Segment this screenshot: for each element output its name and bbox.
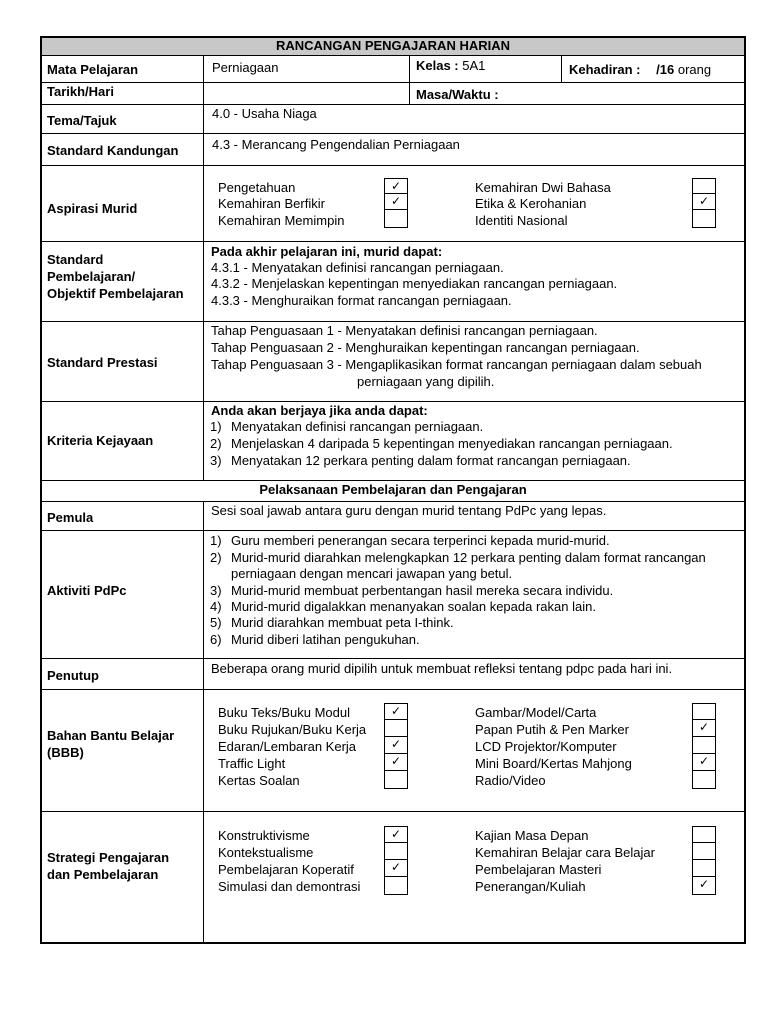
row-divider [40,811,746,812]
kelas-field [416,58,485,74]
column-divider [561,55,562,82]
strategi-label: Strategi Pengajaran [47,850,170,865]
aktiviti-item: Murid-murid membuat perbentangan hasil mereka secara individu. [231,583,614,598]
aspirasi-checkbox[interactable] [692,210,716,228]
strategi-item: Pembelajaran Masteri [475,862,602,877]
kriteria-item: Menjelaskan 4 daripada 5 kepentingan menyediakan rancangan perniagaan. [231,436,673,451]
bbb-checkbox[interactable]: ✓ [384,754,408,771]
row-divider [40,55,746,56]
kelas-label: Kelas : [416,58,459,73]
strategi-checkbox[interactable] [384,843,408,860]
tema-label: Tema/Tajuk [47,113,117,128]
kriteria-intro: Anda akan berjaya jika anda dapat: [211,403,428,418]
aspirasi-item: Kemahiran Dwi Bahasa [475,180,611,195]
aspirasi-item: Etika & Kerohanian [475,196,587,211]
standard-pembelajaran-label: Pembelajaran/ [47,269,136,284]
bbb-checkbox[interactable]: ✓ [692,754,716,771]
bbb-item: Mini Board/Kertas Mahjong [475,756,632,771]
row-divider [40,321,746,322]
prestasi-item: Tahap Penguasaan 3 - Mengaplikasikan format rancangan perniagaan dalam sebuah [211,357,702,372]
strategi-label: dan Pembelajaran [47,867,159,882]
bbb-item: Buku Teks/Buku Modul [218,705,350,720]
standard-pembelajaran-label: Objektif Pembelajaran [47,286,184,301]
aktiviti-number: 5) [210,615,222,630]
row-divider [40,104,746,105]
strategi-checkbox[interactable]: ✓ [692,877,716,895]
aktiviti-item: Murid diarahkan membuat peta I-think. [231,615,454,630]
aspirasi-label: Aspirasi Murid [47,201,138,216]
row-divider [40,501,746,502]
objektif-item: 4.3.3 - Menghuraikan format rancangan perniagaan. [211,293,512,308]
bbb-checkbox[interactable]: ✓ [384,737,408,754]
bbb-label: Bahan Bantu Belajar [47,728,175,743]
bbb-item: LCD Projektor/Komputer [475,739,617,754]
kehadiran-count: /16 [656,62,675,77]
column-divider [409,55,410,104]
masa-label: Masa/Waktu : [416,87,499,102]
kriteria-item: Menyatakan definisi rancangan perniagaan. [231,419,484,434]
kehadiran-label: Kehadiran : [569,62,641,77]
tema-value: 4.0 - Usaha Niaga [212,106,317,121]
kriteria-item: Menyatakan 12 perkara penting dalam format rancangan perniagaan. [231,453,631,468]
kehadiran-field [569,62,711,78]
prestasi-item: Tahap Penguasaan 1 - Menyatakan definisi rancangan perniagaan. [211,323,598,338]
bbb-item: Papan Putih & Pen Marker [475,722,629,737]
aspirasi-checkbox[interactable]: ✓ [384,194,408,210]
aspirasi-item: Kemahiran Berfikir [218,196,325,211]
strategi-checkbox[interactable] [384,877,408,895]
strategi-item: Konstruktivisme [218,828,310,843]
kriteria-number: 2) [210,436,222,451]
aspirasi-item: Kemahiran Memimpin [218,213,345,228]
tarikh-label: Tarikh/Hari [47,84,114,99]
strategi-item: Kontekstualisme [218,845,314,860]
aktiviti-item: Murid diberi latihan pengukuhan. [231,632,420,647]
mata-pelajaran-label: Mata Pelajaran [47,62,139,77]
aktiviti-number: 2) [210,550,222,565]
row-divider [40,530,746,531]
prestasi-item: perniagaan yang dipilih. [357,374,495,389]
pemula-label: Pemula [47,510,94,525]
kelas-value: 5A1 [462,58,486,73]
objektif-intro: Pada akhir pelajaran ini, murid dapat: [211,244,443,259]
strategi-checkbox[interactable] [692,860,716,877]
mata-pelajaran-value: Perniagaan [212,60,279,75]
column-divider [203,55,204,480]
bbb-item: Kertas Soalan [218,773,300,788]
bbb-checkbox[interactable] [384,720,408,737]
aktiviti-item: Guru memberi penerangan secara terperinci kepada murid-murid. [231,533,610,548]
standard-prestasi-label: Standard Prestasi [47,355,158,370]
kehadiran-suffix: orang [677,62,712,77]
bbb-item: Radio/Video [475,773,546,788]
bbb-checkbox[interactable] [692,771,716,789]
kriteria-number: 1) [210,419,222,434]
aspirasi-item: Pengetahuan [218,180,296,195]
strategi-item: Kajian Masa Depan [475,828,589,843]
bbb-checkbox[interactable]: ✓ [384,703,408,720]
bbb-checkbox[interactable] [692,703,716,720]
row-divider [40,480,746,481]
aktiviti-item: Murid-murid digalakkan menanyakan soalan kepada rakan lain. [231,599,596,614]
bbb-item: Gambar/Model/Carta [475,705,597,720]
column-divider [203,501,204,944]
standard-kandungan-label: Standard Kandungan [47,143,179,158]
bbb-checkbox[interactable] [384,771,408,789]
bbb-label: (BBB) [47,745,84,760]
row-divider [40,133,746,134]
standard-pembelajaran-label: Standard [47,252,104,267]
row-divider [40,165,746,166]
page-title: RANCANGAN PENGAJARAN HARIAN [275,38,510,53]
aktiviti-number: 1) [210,533,222,548]
strategi-checkbox[interactable] [692,843,716,860]
aspirasi-checkbox[interactable]: ✓ [384,178,408,194]
aspirasi-checkbox[interactable] [692,178,716,194]
kriteria-number: 3) [210,453,222,468]
aspirasi-checkbox[interactable] [384,210,408,228]
strategi-checkbox[interactable]: ✓ [384,860,408,877]
strategi-item: Penerangan/Kuliah [475,879,586,894]
standard-kandungan-value: 4.3 - Merancang Pengendalian Perniagaan [212,137,460,152]
aktiviti-item: perniagaan dengan mencari jawapan yang betul. [231,566,513,581]
bbb-item: Traffic Light [218,756,286,771]
strategi-checkbox[interactable] [692,826,716,843]
row-divider [40,82,746,83]
aktiviti-number: 6) [210,632,222,647]
aktiviti-number: 3) [210,583,222,598]
bbb-item: Buku Rujukan/Buku Kerja [218,722,367,737]
objektif-item: 4.3.1 - Menyatakan definisi rancangan perniagaan. [211,260,504,275]
pemula-value: Sesi soal jawab antara guru dengan murid tentang PdPc yang lepas. [211,503,607,518]
bbb-checkbox[interactable] [692,737,716,754]
objektif-item: 4.3.2 - Menjelaskan kepentingan menyediakan rancangan perniagaan. [211,276,618,291]
row-divider [40,401,746,402]
pelaksanaan-header: Pelaksanaan Pembelajaran dan Pengajaran [259,482,527,497]
strategi-item: Pembelajaran Koperatif [218,862,354,877]
aspirasi-checkbox[interactable]: ✓ [692,194,716,210]
kriteria-label: Kriteria Kejayaan [47,433,154,448]
row-divider [40,241,746,242]
prestasi-item: Tahap Penguasaan 2 - Menghuraikan kepentingan rancangan perniagaan. [211,340,640,355]
penutup-value: Beberapa orang murid dipilih untuk membuat refleksi tentang pdpc pada hari ini. [211,661,673,676]
aktiviti-number: 4) [210,599,222,614]
aktiviti-label: Aktiviti PdPc [47,583,127,598]
strategi-checkbox[interactable]: ✓ [384,826,408,843]
strategi-item: Kemahiran Belajar cara Belajar [475,845,655,860]
aktiviti-item: Murid-murid diarahkan melengkapkan 12 perkara penting dalam format rancangan [231,550,706,565]
penutup-label: Penutup [47,668,99,683]
bbb-item: Edaran/Lembaran Kerja [218,739,357,754]
row-divider [40,658,746,659]
bbb-checkbox[interactable]: ✓ [692,720,716,737]
strategi-item: Simulasi dan demontrasi [218,879,361,894]
aspirasi-item: Identiti Nasional [475,213,568,228]
row-divider [40,689,746,690]
